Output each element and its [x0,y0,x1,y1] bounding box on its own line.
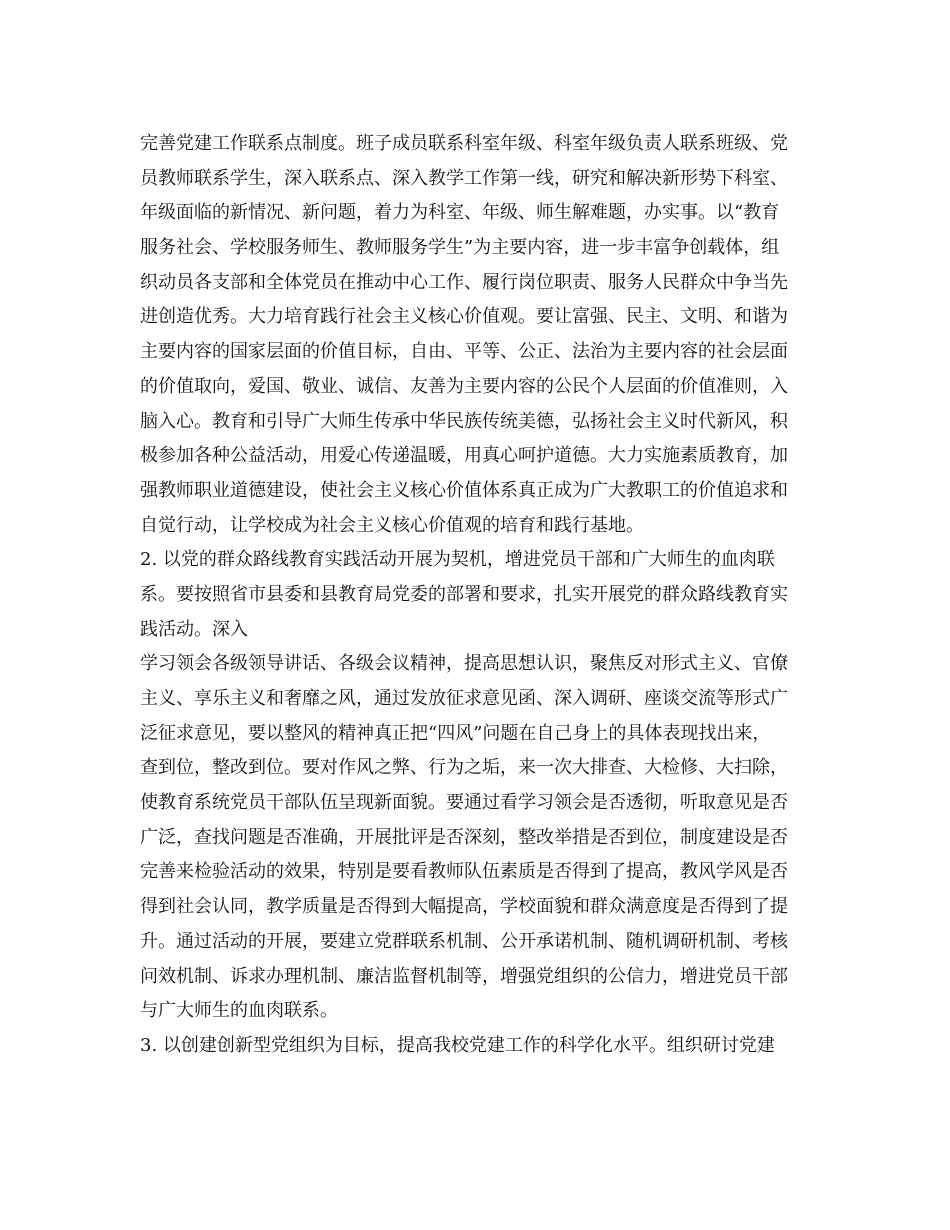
text-line: 泛征求意见，要以整风的精神真正把“四风”问题在自己身上的具体表现找出来， [140,722,771,744]
text-line: 3. 以创建创新型党组织为目标，提高我校党建工作的科学化水平。组织研讨党建 [140,1034,775,1056]
text-line: 服务社会、学校服务师生、教师服务学生”为主要内容，进一步丰富争创载体，组 [140,237,780,259]
text-line: 得到社会认同，教学质量是否得到大幅提高，学校面貌和群众满意度是否得到了提 [140,896,788,918]
text-line: 自觉行动，让学校成为社会主义核心价值观的培育和践行基地。 [140,514,644,536]
text-line: 2. 以党的群众路线教育实践活动开展为契机，增进党员干部和广大师生的血肉联 [140,549,775,571]
text-line: 织动员各支部和全体党员在推动中心工作、履行岗位职责、服务人民群众中争当先 [140,271,788,293]
text-line: 年级面临的新情况、新问题，着力为科室、年级、师生解难题，办实事。以“教育 [140,202,780,224]
text-line: 进创造优秀。大力培育践行社会主义核心价值观。要让富强、民主、文明、和谐为 [140,306,788,328]
text-line: 主义、享乐主义和奢靡之风，通过发放征求意见函、深入调研、座谈交流等形式广 [140,688,788,709]
text-line: 主要内容的国家层面的价值目标，自由、平等、公正、法治为主要内容的社会层面 [140,341,788,363]
text-line: 使教育系统党员干部队伍呈现新面貌。要通过看学习领会是否透彻，听取意见是否 [140,792,788,814]
text-line: 问效机制、诉求办理机制、廉洁监督机制等，增强党组织的公信力，增进党员干部 [140,965,788,987]
text-line: 脑入心。教育和引导广大师生传承中华民族传统美德，弘扬社会主义时代新风，积 [140,410,788,432]
text-line: 查到位，整改到位。要对作风之弊、行为之垢，来一次大排查、大检修、大扫除， [140,757,788,779]
text-line: 升。通过活动的开展，要建立党群联系机制、公开承诺机制、随机调研机制、考核 [140,930,788,952]
document-body [140,127,820,1064]
text-line: 与广大师生的血肉联系。 [140,1000,338,1022]
text-line: 学习领会各级领导讲话、各级会议精神，提高思想认识，聚焦反对形式主义、官僚 [140,653,788,675]
text-line: 极参加各种公益活动，用爱心传递温暖，用真心呵护道德。大力实施素质教育，加 [140,445,788,467]
text-line: 系。要按照省市县委和县教育局党委的部署和要求，扎实开展党的群众路线教育实 [140,583,788,605]
text-line: 员教师联系学生，深入联系点、深入教学工作第一线，研究和解决新形势下科室、 [140,167,788,189]
text-line: 践活动。深入 [140,618,248,640]
text-line: 完善来检验活动的效果，特别是要看教师队伍素质是否得到了提高，教风学风是否 [140,861,788,883]
text-line: 的价值取向，爱国、敬业、诚信、友善为主要内容的公民个人层面的价值准则，入 [140,375,788,397]
text-line: 广泛，查找问题是否准确，开展批评是否深刻，整改举措是否到位，制度建设是否 [140,826,788,848]
text-line: 强教师职业道德建设，使社会主义核心价值体系真正成为广大教职工的价值追求和 [140,479,788,501]
text-line: 完善党建工作联系点制度。班子成员联系科室年级、科室年级负责人联系班级、党 [140,133,788,154]
